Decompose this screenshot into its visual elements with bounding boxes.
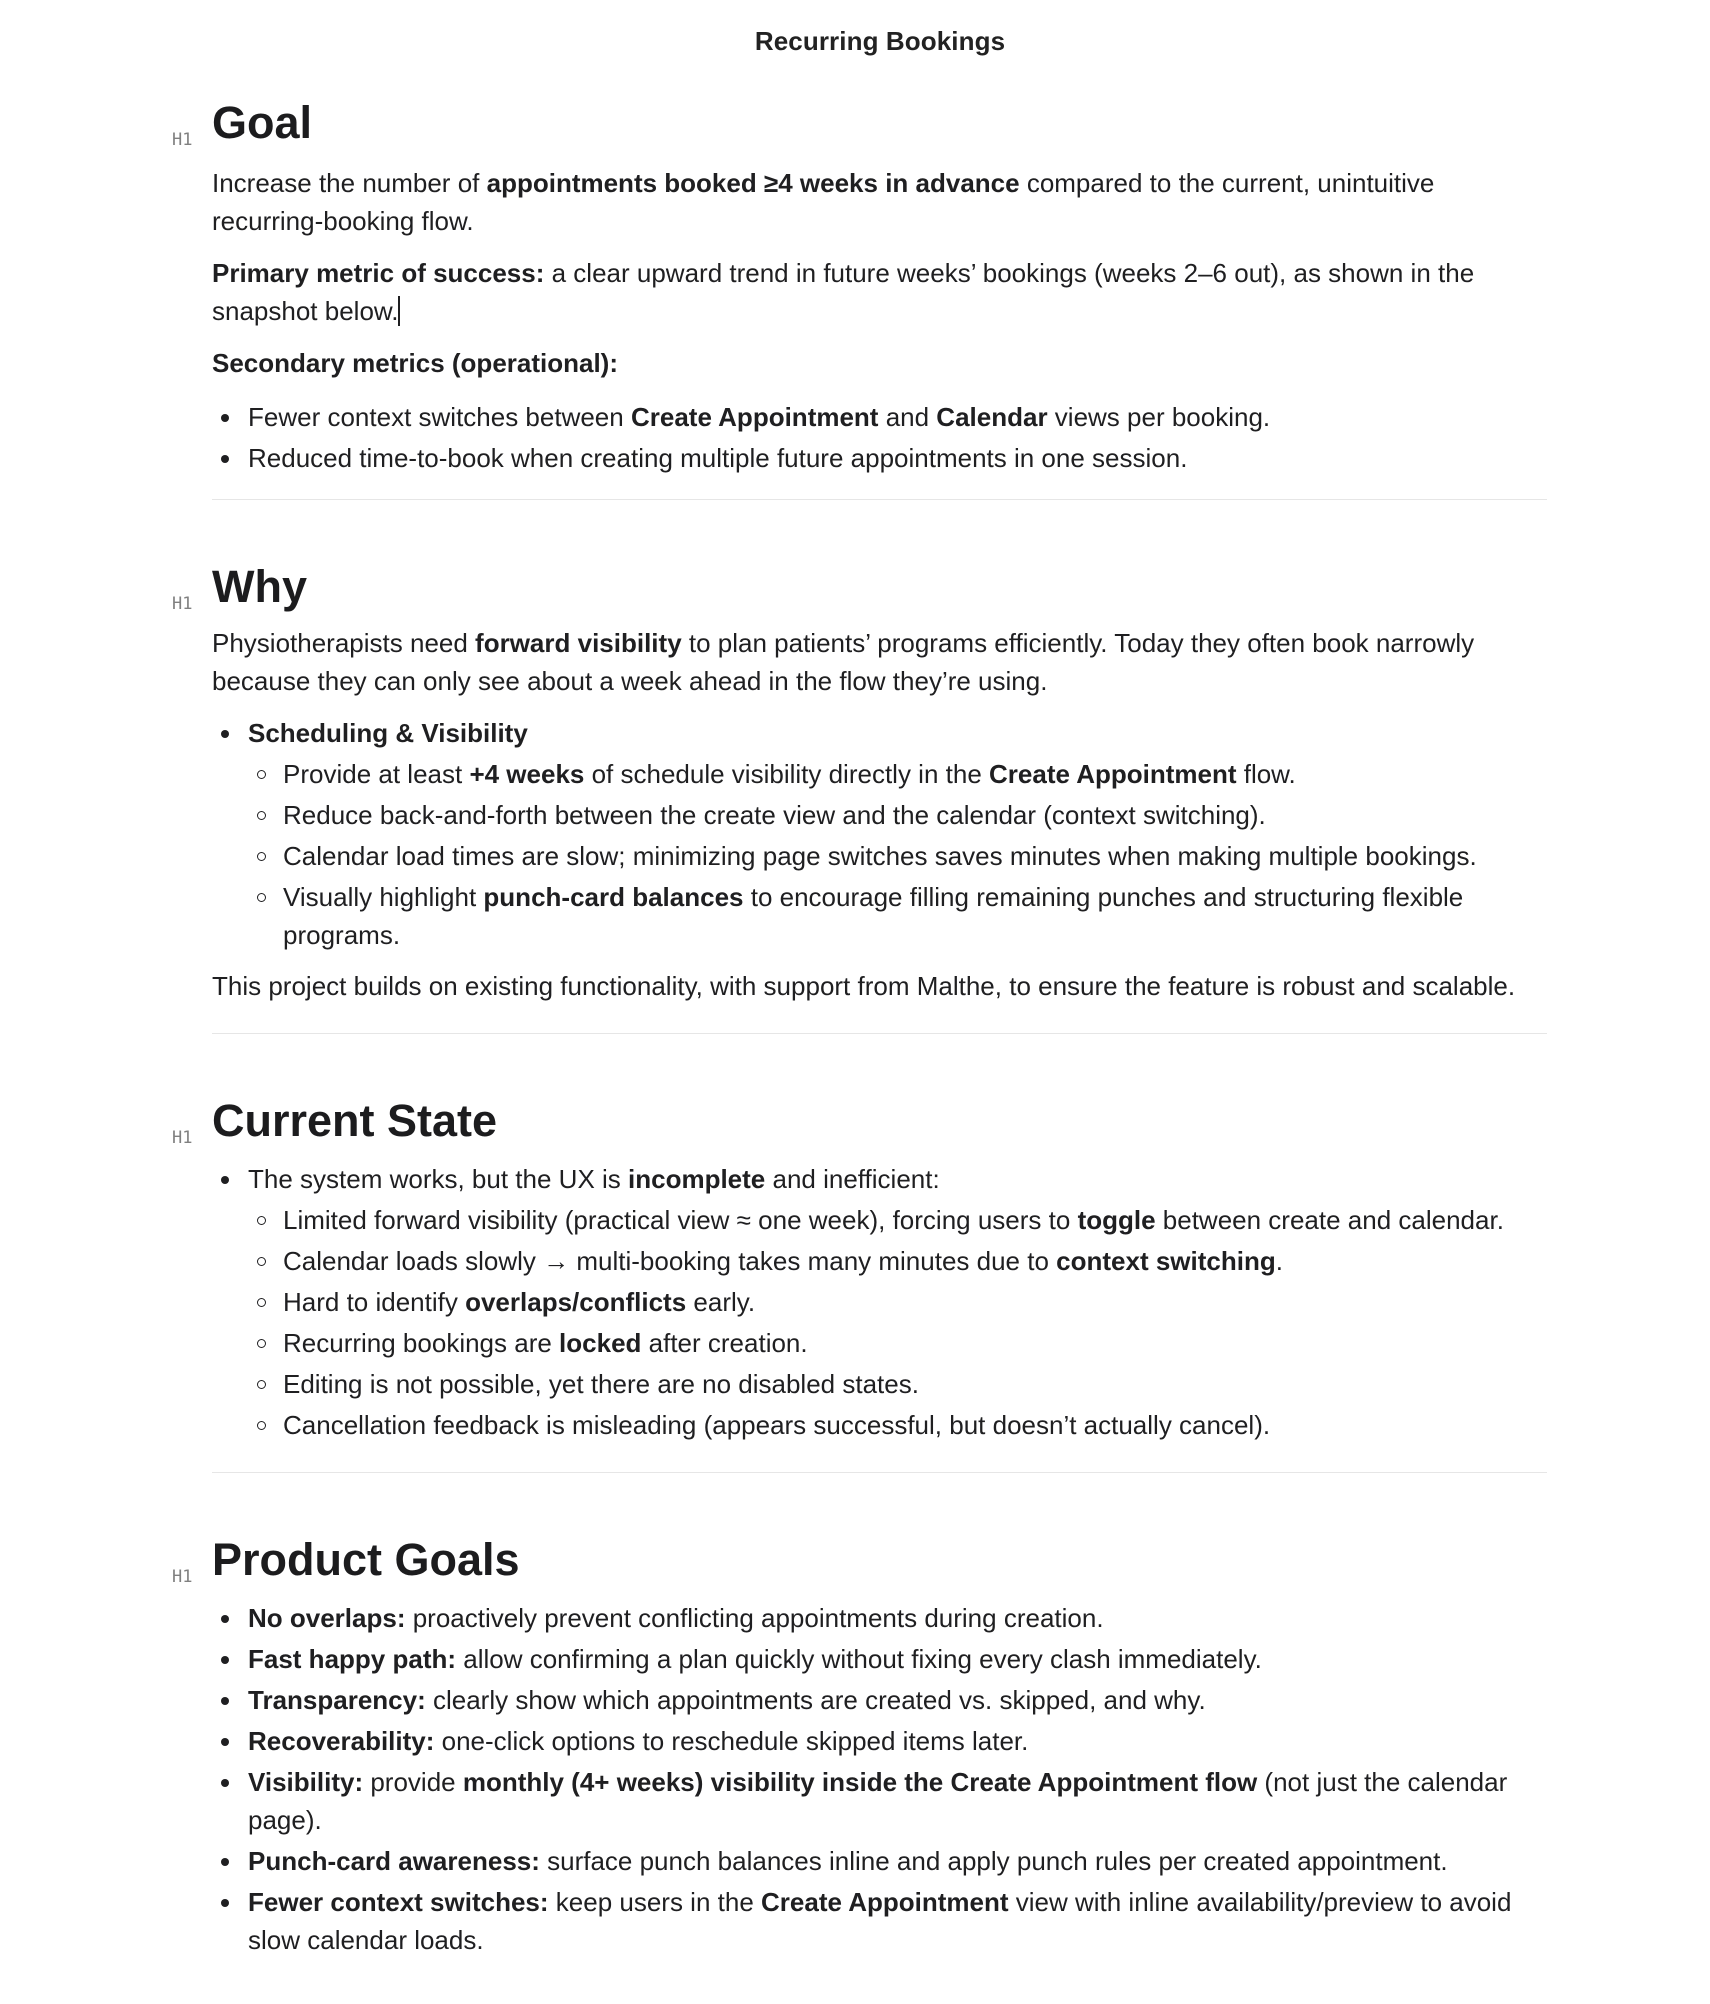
list-text: and inefficient:: [765, 1164, 940, 1194]
sub-list-item[interactable]: [248, 878, 1547, 954]
list-text: to encourage filling remaining punches and structuring flexible programs.: [283, 882, 1464, 950]
sub-list-item[interactable]: [248, 796, 1547, 834]
list-text: Calendar loads slowly → multi-booking takes many minutes due to: [283, 1246, 1057, 1276]
list-text: flow.: [1236, 759, 1296, 789]
list-text: Calendar load times are slow; minimizing page switches saves minutes when making multiple bookings.: [283, 841, 1477, 871]
divider: [212, 1472, 1547, 1473]
section-current-state: [172, 1094, 1547, 1473]
section-goal: [172, 96, 1547, 500]
list-text: views per booking.: [1047, 402, 1271, 432]
goal-heading[interactable]: Goal: [212, 97, 313, 148]
list-text: view with inline availability/preview to avoid slow calendar loads.: [248, 1887, 1512, 1955]
list-text: allow confirming a plan quickly without fixing every clash immediately.: [456, 1644, 1262, 1674]
list-item[interactable]: [212, 714, 1547, 954]
list-text: The system works, but the UX is: [248, 1164, 629, 1194]
why-list: [212, 714, 1547, 954]
sub-list-item[interactable]: [248, 1365, 1547, 1403]
list-bold: locked: [559, 1328, 642, 1358]
divider: [212, 499, 1547, 500]
list-item[interactable]: [212, 1883, 1547, 1959]
h1-block-tag[interactable]: H1: [172, 594, 193, 614]
why-sub-list: [248, 755, 1547, 954]
sub-list-item[interactable]: [248, 755, 1547, 793]
goal-paragraph[interactable]: [212, 164, 1547, 240]
divider: [212, 1033, 1547, 1034]
product-goals-list: [212, 1599, 1547, 1959]
why-p1-text-1: Physiotherapists need: [212, 628, 476, 658]
current-state-sub-list: [248, 1201, 1547, 1444]
list-text: clearly show which appointments are created vs. skipped, and why.: [425, 1685, 1206, 1715]
list-bold: incomplete: [628, 1164, 766, 1194]
list-text: Fewer context switches between: [248, 402, 631, 432]
list-item[interactable]: [212, 1763, 1547, 1839]
list-text: and: [878, 402, 937, 432]
product-goals-heading[interactable]: Product Goals: [212, 1534, 520, 1585]
list-bold: Fewer context switches:: [248, 1887, 549, 1917]
secondary-metrics-list: [212, 398, 1547, 477]
list-bold: monthly (4+ weeks) visibility inside the Create Appointment flow: [462, 1767, 1258, 1797]
goal-p1-text-1: Increase the number of: [212, 168, 487, 198]
current-state-list: [212, 1160, 1547, 1444]
list-text: Editing is not possible, yet there are no disabled states.: [283, 1369, 919, 1399]
list-text: Reduced time-to-book when creating multiple future appointments in one session.: [248, 443, 1188, 473]
sub-list-item[interactable]: [248, 837, 1547, 875]
list-text: after creation.: [641, 1328, 808, 1358]
why-p1-text-2: to plan patients’ programs efficiently. Today they often book narrowly because they can only see about a week ahead in the flow they’re using.: [212, 628, 1475, 696]
goal-p1-bold: appointments booked ≥4 weeks in advance: [486, 168, 1020, 198]
list-text: Limited forward visibility (practical view ≈ one week), forcing users to: [283, 1205, 1078, 1235]
list-bold: Fast happy path:: [248, 1644, 457, 1674]
why-p1-bold: forward visibility: [475, 628, 682, 658]
list-text: early.: [686, 1287, 756, 1317]
list-text: Hard to identify: [283, 1287, 466, 1317]
list-text: proactively prevent conflicting appointments during creation.: [405, 1603, 1104, 1633]
list-bold: Punch-card awareness:: [248, 1846, 540, 1876]
primary-metric-text: a clear upward trend in future weeks’ bookings (weeks 2–6 out), as shown in the snapshot below.: [212, 258, 1475, 326]
list-bold: Calendar: [936, 402, 1048, 432]
secondary-metrics-bold: Secondary metrics (operational):: [212, 348, 618, 378]
sub-list-item[interactable]: [248, 1283, 1547, 1321]
list-item[interactable]: [212, 439, 1547, 477]
list-text: Recurring bookings are: [283, 1328, 560, 1358]
scheduling-visibility-label: Scheduling & Visibility: [248, 718, 528, 748]
list-text: Provide at least: [283, 759, 470, 789]
sub-list-item[interactable]: [248, 1324, 1547, 1362]
current-state-heading-row: [172, 1094, 1547, 1148]
why-paragraph[interactable]: [212, 624, 1547, 700]
h1-block-tag[interactable]: H1: [172, 1567, 193, 1587]
why-heading-row: [172, 560, 1547, 614]
why-closing-paragraph[interactable]: This project builds on existing functionality, with support from Malthe, to ensure the feature is robust and scalable.: [212, 971, 1516, 1001]
list-item[interactable]: [212, 398, 1547, 436]
list-text: of schedule visibility directly in the: [584, 759, 989, 789]
list-bold: Create Appointment: [630, 402, 879, 432]
list-bold: No overlaps:: [248, 1603, 406, 1633]
sub-list-item[interactable]: [248, 1242, 1547, 1280]
list-text: .: [1275, 1246, 1283, 1276]
list-text: Reduce back-and-forth between the create view and the calendar (context switching).: [283, 800, 1266, 830]
list-bold: Create Appointment: [761, 1887, 1009, 1917]
page-title: Recurring Bookings: [754, 26, 1006, 56]
list-item[interactable]: [212, 1722, 1547, 1760]
why-heading[interactable]: Why: [212, 561, 307, 612]
list-bold: context switching: [1056, 1246, 1276, 1276]
list-bold: +4 weeks: [469, 759, 585, 789]
section-why: [172, 560, 1547, 1034]
list-bold: overlaps/conflicts: [465, 1287, 687, 1317]
goal-heading-row: [172, 96, 1547, 150]
list-text: provide: [363, 1767, 463, 1797]
h1-block-tag[interactable]: H1: [172, 130, 193, 150]
current-state-heading[interactable]: Current State: [212, 1095, 498, 1146]
secondary-metrics-label[interactable]: [212, 344, 1547, 382]
list-text: Cancellation feedback is misleading (appears successful, but doesn’t actually cancel).: [283, 1410, 1271, 1440]
primary-metric-paragraph[interactable]: [212, 254, 1547, 330]
list-bold: Visibility:: [248, 1767, 364, 1797]
list-text: between create and calendar.: [1155, 1205, 1504, 1235]
goal-p1-text-2: compared to the current, unintuitive recurring-booking flow.: [212, 168, 1435, 236]
sub-list-item[interactable]: [248, 1201, 1547, 1239]
list-bold: Create Appointment: [989, 759, 1237, 789]
list-item[interactable]: [212, 1640, 1547, 1678]
list-bold: Recoverability:: [248, 1726, 435, 1756]
list-item[interactable]: [212, 1160, 1547, 1444]
document-body[interactable]: [172, 96, 1547, 1962]
list-text: keep users in the: [548, 1887, 762, 1917]
list-item[interactable]: [212, 1681, 1547, 1719]
primary-metric-label: Primary metric of success:: [212, 258, 545, 288]
list-text: one-click options to reschedule skipped items later.: [434, 1726, 1029, 1756]
list-bold: toggle: [1077, 1205, 1156, 1235]
product-goals-heading-row: [172, 1533, 1547, 1587]
h1-block-tag[interactable]: H1: [172, 1128, 193, 1148]
section-product-goals: [172, 1533, 1547, 1959]
list-text: (not just the calendar page).: [248, 1767, 1508, 1835]
text-cursor: [398, 296, 400, 326]
list-text: Visually highlight: [283, 882, 484, 912]
list-bold: punch-card balances: [483, 882, 744, 912]
sub-list-item[interactable]: [248, 1406, 1547, 1444]
list-item[interactable]: [212, 1842, 1547, 1880]
list-text: surface punch balances inline and apply punch rules per created appointment.: [539, 1846, 1448, 1876]
list-item[interactable]: [212, 1599, 1547, 1637]
list-bold: Transparency:: [248, 1685, 426, 1715]
